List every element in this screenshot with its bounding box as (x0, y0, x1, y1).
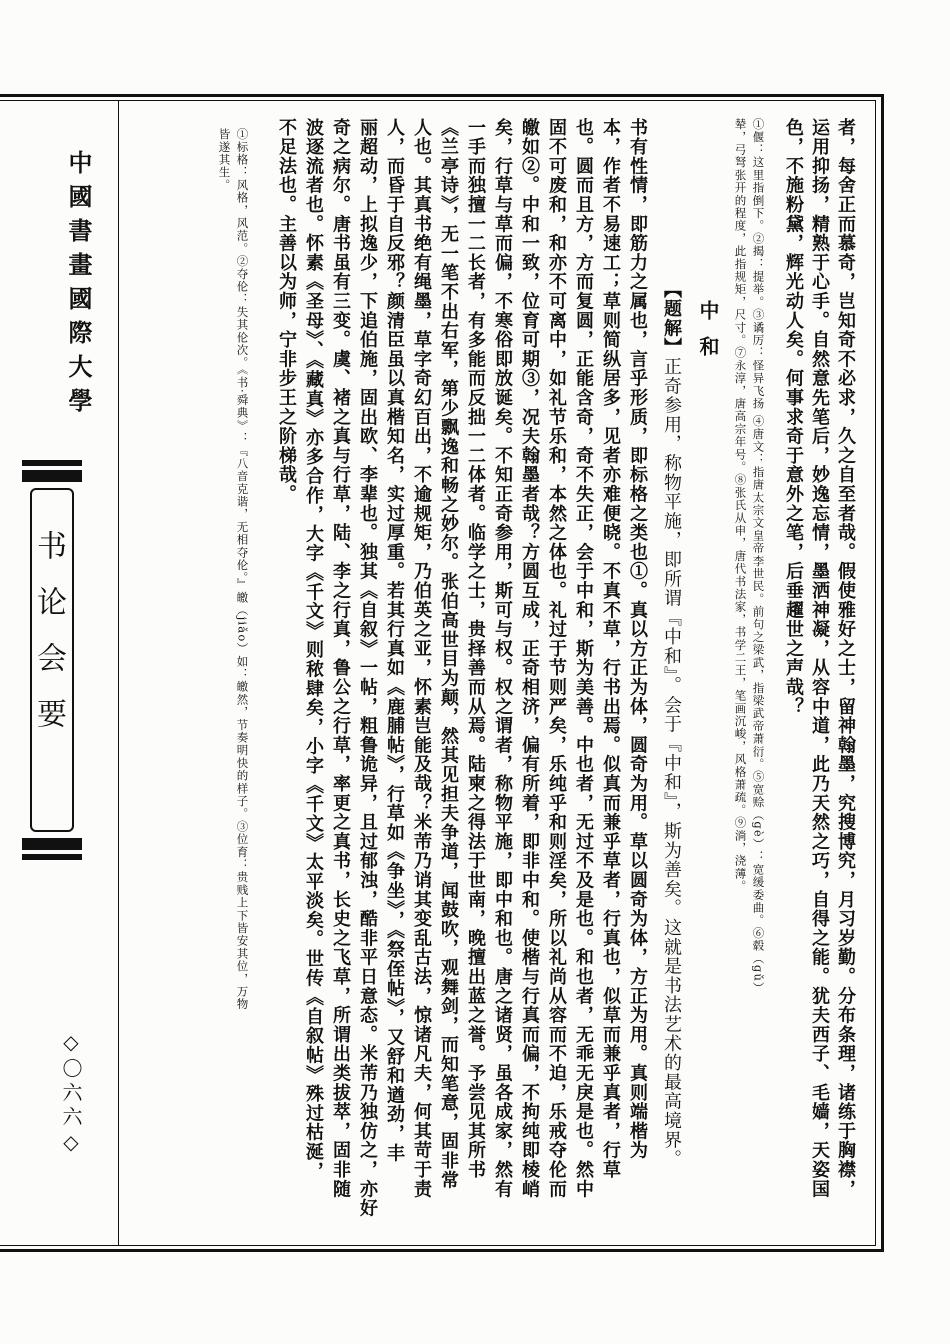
body-column: 皦如②。中和一致，位育可期③，况夫翰墨者哉？方圆互成，正奇相济，偏有所着，即非中和。使楷与行真而偏，不拘纯即棱峭 (519, 118, 540, 1199)
body-column: 色，不施粉黛，辉光动人矣。何事求奇于意外之笔，后垂趯世之声哉？ (783, 118, 804, 717)
body-column: 运用抑扬，精熟于心手。自然意先笔后，妙逸忘情，墨洒神凝，从容中道，此乃天然之巧，自得之能。犹夫西子、毛嫱，天姿国 (809, 118, 830, 1199)
body-column: 奇之病尔。唐书虽有三变。虞、褚之真与行草，陆、李之行真，鲁公之行草，率更之真书，长史之飞草，所谓出类拔萃，固非随 (330, 118, 351, 1199)
note-column: 辇，弓弩张开的程度，此指规矩，尺寸。⑦永淳，唐高宗年号。⑧张氏从申，唐代书法家，书学二王，笔画沉峻，风格萧疏。⑨淌，浇薄。 (733, 118, 748, 893)
body-column: 矣，行草与草而偏，不寒俗即放诞矣。不知正奇参用，斯可与权。权之谓者，称物平施，即中和也。唐之诸贤，虽各成家，然有 (492, 118, 513, 1199)
body-column: 《兰亭诗》，无一笔不出右军，第少飘逸和畅之妙尔。张伯高世目为颠，然其见担夫争道，闻鼓吹，观舞剑，而知笔意，固非常 (438, 118, 459, 1190)
body-column: 也。圆而且方，方而复圆，正能含奇，奇不失正，会于中和，斯为美善。中也者，无过不及是也。和也者，无乖无戾是也。然中 (573, 118, 594, 1199)
footnote-column: 皆遂其生。 (217, 128, 232, 192)
body-column: 者，每舍正而慕奇，岂知奇不必求，久之自至者哉。假使雅好之士，留神翰墨，究搜博究，月习岁勤。分布条理，诸练于胸襟， (835, 118, 856, 1199)
footnote-column: ①标格：风格，风范。②夺伦：失其伦次。《书·舜典》：『八音克谐，无相夺伦。』皦（jiǎo）如：皦然，节奏明快的样子。③位育：贵贱上下皆安其位，万物 (235, 128, 250, 1011)
essay-heading: 中和 (696, 300, 720, 372)
body-column: 波逐流者也。怀素《圣母》、《藏真》亦多合作，大字《千文》则秾肆矣，小字《千文》太平淡矣。世传《自叙帖》殊过枯涎， (303, 118, 324, 1181)
tijie-label: 【题解】 (661, 280, 682, 358)
body-column: 固不可废和，和亦不可离中，如礼节乐和，本然之体也。礼过于节则严矣，乐纯乎和则淫矣，所以礼尚从容而不迫，乐戒夺伦而 (546, 118, 567, 1199)
body-column: 一手而独擅一二长者，有多能而反拙一二体者。临学之士，贵择善而从焉。陆柬之得法于世南，晚擅出蓝之誉。予尝见其所书 (465, 118, 486, 1180)
body-column: 不足法也。主善以为师，宁非步王之阶梯哉。 (276, 118, 297, 504)
page-number: ◇〇六六◇ (59, 1030, 83, 1158)
body-column: 本，作者不易速工；草则简纵居多，见者亦难便晓。不真不草，行书出焉。似真而兼乎草者，行真也，似草而兼乎真者，行草 (600, 118, 621, 1180)
section-title: 书论会要 (31, 530, 66, 754)
body-column: 人，而昏于自反邪？颜清臣虽以真楷知名，实过厚重。若其行真如《鹿脯帖》，行草如《争坐》，《祭侄帖》，又舒和遒劲，丰 (384, 118, 405, 1163)
body-column: 丽超动，上拟逸少，下追伯施，固出欧、李辈也。独其《自叙》一帖，粗鲁诡异，且过郁浊，酷非平日意态。米芾乃独仿之，亦好 (357, 118, 378, 1219)
book-title: 中國書畫國際大學 (64, 150, 93, 422)
tijie-text: 正奇参用，称物平施，即所谓『中和』。会于『中和』，斯为善矣。这就是书法艺术的最高境界。 (661, 357, 682, 1170)
note-column: ①偃：这里指倒下。②揭：提举。③谲厉：怪异飞扬 ④唐文：指唐太宗文皇帝李世民。前句之梁武，指梁武帝萧衍。⑤宽赊（ɡè）：宽缓委曲。⑥毂（ɡǔ） (751, 118, 766, 995)
tijie-column (662, 280, 680, 1169)
body-column: 书有性情，即筋力之属也，言乎形质，即标格之类也①。真以方正为体，圆奇为用。草以圆奇为体，方正为用。真则端楷为 (627, 118, 648, 1161)
body-column: 人也。其真书绝有绳墨，草字奇幻百出，不逾规矩，乃伯英之亚，怀素岂能及哉？米芾乃诮其变乱古法，惊诸凡夫，何其苛于责 (411, 118, 432, 1199)
spine-divider (118, 100, 119, 1246)
